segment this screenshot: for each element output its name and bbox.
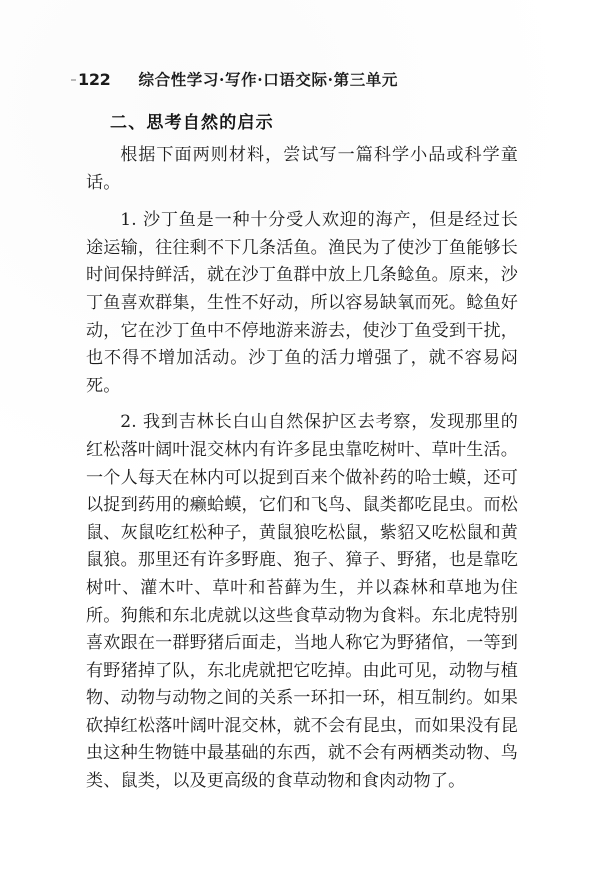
header-title: 综合性学习·写作·口语交际·第三单元: [138, 70, 398, 89]
page-number: 122: [78, 70, 111, 89]
intro-paragraph: 根据下面两则材料，尝试写一篇科学小品或科学童话。: [86, 145, 518, 193]
material-item-2: 2. 我到吉林长白山自然保护区去考察，发现那里的红松落叶阔叶混交林内有许多昆虫靠吃树叶、草叶生活。一个人每天在林内可以捉到百来个做补药的哈士蟆，还可以捉到药用的癞蛤蟆，它们和飞鸟、鼠类都吃昆虫。而松鼠、灰鼠吃红松种子，黄鼠狼吃松鼠，紫貂又吃松鼠和黄鼠狼。那里还有许多野鹿、狍子、獐子、野猪，也是靠吃树叶、灌木叶、草叶和苔藓为生，并以森林和草地为住所。狗熊和东北虎就以这些食草动物为食料。东北虎特别喜欢跟在一群野猪后面走，当地人称它为野猪倌，一等到有野猪掉了队，东北虎就把它吃掉。由此可见，动物与植物、动物与动物之间的关系一环扣一环，相互制约。如果砍掉红松落叶阔叶混交林，就不会有昆虫，而如果没有昆虫这种生物链中最基础的东西，就不会有两栖类动物、鸟类、鼠类，以及更高级的食草动物和食肉动物了。: [86, 412, 518, 792]
section-heading: 二、思考自然的启示: [110, 113, 274, 133]
body-text-block: [86, 142, 518, 796]
material-item-1: 1. 沙丁鱼是一种十分受人欢迎的海产，但是经过长途运输，往往剩不下几条活鱼。渔民为了使沙丁鱼能够长时间保持鲜活，就在沙丁鱼群中放上几条鲶鱼。原来，沙丁鱼喜欢群集，生性不好动，所以容易缺氧而死。鲶鱼好动，它在沙丁鱼中不停地游来游去，使沙丁鱼受到干扰，也不得不增加活动。沙丁鱼的活力增强了，就不容易闷死。: [86, 210, 518, 396]
running-header: [78, 68, 398, 90]
folio-tick-mark: [71, 79, 76, 81]
